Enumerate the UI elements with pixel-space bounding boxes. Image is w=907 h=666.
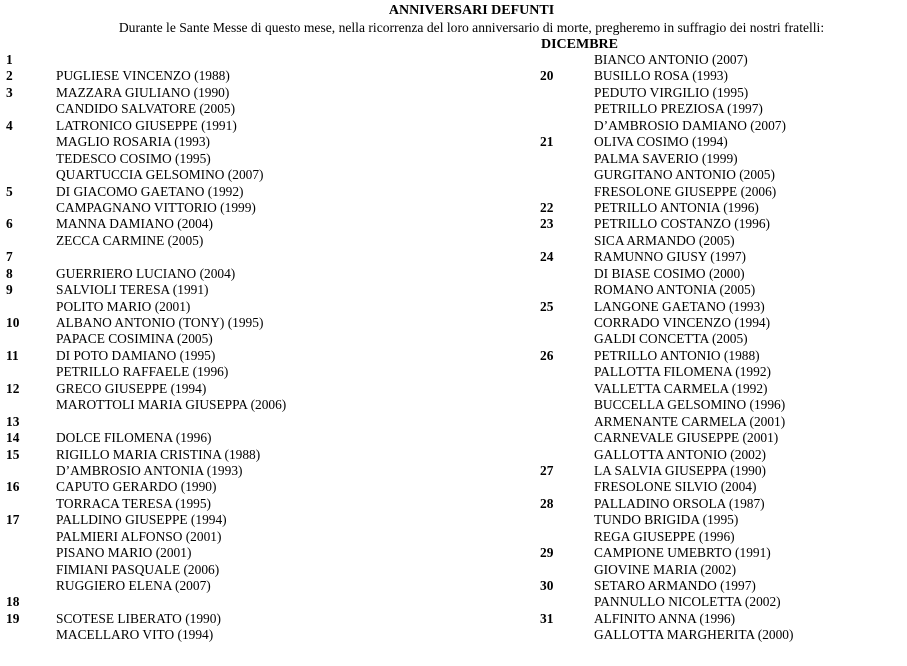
deceased-name: TEDESCO COSIMO (1995): [56, 150, 211, 166]
day-number: 7: [6, 249, 13, 265]
right-entry-row: [540, 184, 900, 200]
day-number: 18: [6, 594, 20, 610]
day-number: 14: [6, 430, 20, 446]
deceased-name: GRECO GIUSEPPE (1994): [56, 380, 207, 396]
deceased-name: PALMA SAVERIO (1999): [594, 150, 738, 166]
deceased-name: POLITO MARIO (2001): [56, 298, 191, 314]
deceased-name: CAMPIONE UMEBRTO (1991): [594, 545, 771, 561]
deceased-name: PEDUTO VIRGILIO (1995): [594, 84, 749, 100]
page-subtitle: Durante le Sante Messe di questo mese, nella ricorrenza del loro anniversario di morte, pregheremo in suffragio dei nostri fratelli:: [118, 20, 825, 35]
left-entry-row: [6, 463, 446, 479]
left-entry-row: [6, 233, 446, 249]
day-number: 28: [540, 495, 554, 511]
day-number: 24: [540, 249, 554, 265]
left-entry-row: [6, 249, 446, 265]
deceased-name: TUNDO BRIGIDA (1995): [594, 512, 739, 528]
day-number: 29: [540, 545, 554, 561]
deceased-name: MAROTTOLI MARIA GIUSEPPA (2006): [56, 397, 287, 413]
left-entry-row: [6, 52, 446, 68]
right-entry-row: [540, 381, 900, 397]
right-entry-row: [540, 85, 900, 101]
right-entry-row: [540, 134, 900, 150]
deceased-name: D’AMBROSIO DAMIANO (2007): [594, 117, 786, 133]
deceased-name: MACELLARO VITO (1994): [56, 627, 214, 643]
right-entry-row: [540, 578, 900, 594]
right-entry-row: [540, 151, 900, 167]
left-entry-row: [6, 331, 446, 347]
deceased-name: SCOTESE LIBERATO (1990): [56, 610, 221, 626]
day-number: 22: [540, 199, 554, 215]
right-entry-row: [540, 562, 900, 578]
day-number: 1: [6, 52, 13, 67]
deceased-name: PALLADINO ORSOLA (1987): [594, 495, 765, 511]
deceased-name: VALLETTA CARMELA (1992): [594, 380, 768, 396]
left-entry-row: [6, 68, 446, 84]
deceased-name: ARMENANTE CARMELA (2001): [594, 413, 786, 429]
deceased-name: BIANCO ANTONIO (2007): [594, 52, 748, 67]
deceased-name: MAGLIO ROSARIA (1993): [56, 134, 210, 150]
deceased-name: TORRACA TERESA (1995): [56, 495, 212, 511]
month-heading: DICEMBRE: [540, 37, 618, 52]
day-number: 3: [6, 84, 13, 100]
left-entry-row: [6, 611, 446, 627]
right-entry-row: [540, 282, 900, 298]
day-number: 8: [6, 265, 13, 281]
left-entry-row: [6, 627, 446, 643]
deceased-name: CORRADO VINCENZO (1994): [594, 315, 771, 330]
deceased-name: PETRILLO ANTONIA (1996): [594, 199, 759, 215]
left-entry-row: [6, 216, 446, 232]
deceased-name: BUSILLO ROSA (1993): [594, 68, 728, 84]
deceased-name: PALLDINO GIUSEPPE (1994): [56, 512, 227, 528]
day-number: 27: [540, 462, 554, 478]
left-entry-row: [6, 167, 446, 183]
deceased-name: PALLOTTA FILOMENA (1992): [594, 364, 771, 380]
right-entry-row: [540, 315, 900, 331]
left-entry-row: [6, 479, 446, 495]
deceased-name: CANDIDO SALVATORE (2005): [56, 101, 236, 117]
day-number: 5: [6, 183, 13, 199]
left-entry-row: [6, 348, 446, 364]
right-column: [540, 52, 900, 644]
left-column: [6, 52, 446, 644]
deceased-name: RUGGIERO ELENA (2007): [56, 578, 211, 593]
day-number: 20: [540, 68, 554, 84]
deceased-name: PETRILLO COSTANZO (1996): [594, 216, 770, 232]
day-number: 15: [6, 446, 20, 462]
right-entry-row: [540, 496, 900, 512]
deceased-name: BUCCELLA GELSOMINO (1996): [594, 397, 786, 413]
left-entry-row: [6, 414, 446, 430]
day-number: 25: [540, 298, 554, 314]
left-entry-row: [6, 200, 446, 216]
right-entry-row: [540, 594, 900, 610]
deceased-name: GIOVINE MARIA (2002): [594, 561, 737, 577]
deceased-name: D’AMBROSIO ANTONIA (1993): [56, 462, 243, 478]
day-number: 30: [540, 578, 554, 593]
day-number: 26: [540, 347, 554, 363]
left-entry-row: [6, 594, 446, 610]
page-title: ANNIVERSARI DEFUNTI: [388, 3, 555, 18]
deceased-name: PUGLIESE VINCENZO (1988): [56, 68, 230, 84]
deceased-name: OLIVA COSIMO (1994): [594, 134, 728, 150]
left-entry-row: [6, 299, 446, 315]
left-entry-row: [6, 512, 446, 528]
day-number: 11: [6, 347, 19, 363]
deceased-name: PETRILLO PREZIOSA (1997): [594, 101, 763, 117]
right-entry-row: [540, 68, 900, 84]
left-entry-row: [6, 529, 446, 545]
deceased-name: PETRILLO RAFFAELE (1996): [56, 364, 229, 380]
left-entry-row: [6, 381, 446, 397]
left-entry-row: [6, 85, 446, 101]
left-entry-row: [6, 496, 446, 512]
right-entry-row: [540, 331, 900, 347]
right-entry-row: [540, 249, 900, 265]
deceased-name: DI BIASE COSIMO (2000): [594, 265, 745, 281]
left-entry-row: [6, 397, 446, 413]
deceased-name: CAMPAGNANO VITTORIO (1999): [56, 199, 256, 215]
deceased-name: MAZZARA GIULIANO (1990): [56, 84, 230, 100]
day-number: 2: [6, 68, 13, 84]
left-entry-row: [6, 545, 446, 561]
left-entry-row: [6, 118, 446, 134]
right-entry-row: [540, 397, 900, 413]
left-entry-row: [6, 430, 446, 446]
deceased-name: SICA ARMANDO (2005): [594, 232, 735, 248]
right-entry-row: [540, 627, 900, 643]
right-entry-row: [540, 447, 900, 463]
day-number: 10: [6, 315, 20, 330]
deceased-name: PAPACE COSIMINA (2005): [56, 331, 213, 347]
right-entry-row: [540, 200, 900, 216]
left-entry-row: [6, 315, 446, 331]
deceased-name: DI GIACOMO GAETANO (1992): [56, 183, 244, 199]
deceased-name: GALLOTTA ANTONIO (2002): [594, 446, 766, 462]
right-entry-row: [540, 512, 900, 528]
deceased-name: RAMUNNO GIUSY (1997): [594, 249, 747, 265]
left-entry-row: [6, 447, 446, 463]
deceased-name: LANGONE GAETANO (1993): [594, 298, 765, 314]
left-entry-row: [6, 562, 446, 578]
deceased-name: PETRILLO ANTONIO (1988): [594, 347, 760, 363]
left-entry-row: [6, 578, 446, 594]
left-entry-row: [6, 364, 446, 380]
day-number: 4: [6, 117, 13, 133]
right-entry-row: [540, 430, 900, 446]
deceased-name: LATRONICO GIUSEPPE (1991): [56, 117, 237, 133]
left-entry-row: [6, 266, 446, 282]
day-number: 17: [6, 512, 20, 528]
day-number: 12: [6, 380, 20, 396]
deceased-name: ALFINITO ANNA (1996): [594, 610, 736, 626]
right-entry-row: [540, 545, 900, 561]
left-entry-row: [6, 151, 446, 167]
deceased-name: SETARO ARMANDO (1997): [594, 578, 756, 593]
deceased-name: ALBANO ANTONIO (TONY) (1995): [56, 315, 264, 330]
day-number: 21: [540, 134, 554, 150]
day-number: 23: [540, 216, 554, 232]
deceased-name: CARNEVALE GIUSEPPE (2001): [594, 430, 779, 446]
deceased-name: FRESOLONE GIUSEPPE (2006): [594, 183, 777, 199]
day-number: 31: [540, 610, 554, 626]
deceased-name: LA SALVIA GIUSEPPA (1990): [594, 462, 767, 478]
deceased-name: PANNULLO NICOLETTA (2002): [594, 594, 781, 610]
day-number: 6: [6, 216, 13, 232]
deceased-name: PALMIERI ALFONSO (2001): [56, 528, 222, 544]
deceased-name: SALVIOLI TERESA (1991): [56, 282, 209, 298]
left-entry-row: [6, 184, 446, 200]
deceased-name: GALDI CONCETTA (2005): [594, 331, 748, 347]
right-entry-row: [540, 266, 900, 282]
deceased-name: REGA GIUSEPPE (1996): [594, 528, 735, 544]
deceased-name: RIGILLO MARIA CRISTINA (1988): [56, 446, 261, 462]
deceased-name: MANNA DAMIANO (2004): [56, 216, 213, 232]
day-number: 19: [6, 610, 20, 626]
left-entry-row: [6, 101, 446, 117]
right-entry-row: [540, 529, 900, 545]
right-entry-row: [540, 364, 900, 380]
deceased-name: GUERRIERO LUCIANO (2004): [56, 265, 236, 281]
left-entry-row: [6, 134, 446, 150]
right-entry-row: [540, 463, 900, 479]
deceased-name: ROMANO ANTONIA (2005): [594, 282, 756, 298]
deceased-name: GURGITANO ANTONIO (2005): [594, 167, 775, 183]
right-entry-row: [540, 479, 900, 495]
deceased-name: QUARTUCCIA GELSOMINO (2007): [56, 167, 264, 183]
day-number: 9: [6, 282, 13, 298]
right-entry-row: [540, 118, 900, 134]
day-number: 13: [6, 413, 20, 429]
right-entry-row: [540, 611, 900, 627]
day-number: 16: [6, 479, 20, 495]
left-entry-row: [6, 282, 446, 298]
deceased-name: GALLOTTA MARGHERITA (2000): [594, 627, 794, 643]
right-entry-row: [540, 299, 900, 315]
right-entry-row: [540, 101, 900, 117]
right-entry-row: [540, 414, 900, 430]
right-entry-row: [540, 233, 900, 249]
deceased-name: DOLCE FILOMENA (1996): [56, 430, 212, 446]
deceased-name: FRESOLONE SILVIO (2004): [594, 479, 757, 495]
deceased-name: FIMIANI PASQUALE (2006): [56, 561, 220, 577]
deceased-name: PISANO MARIO (2001): [56, 545, 192, 561]
right-entry-row: [540, 348, 900, 364]
right-entry-row: [540, 52, 900, 68]
right-entry-row: [540, 167, 900, 183]
deceased-name: ZECCA CARMINE (2005): [56, 232, 204, 248]
right-entry-row: [540, 216, 900, 232]
deceased-name: DI POTO DAMIANO (1995): [56, 347, 216, 363]
deceased-name: CAPUTO GERARDO (1990): [56, 479, 217, 495]
